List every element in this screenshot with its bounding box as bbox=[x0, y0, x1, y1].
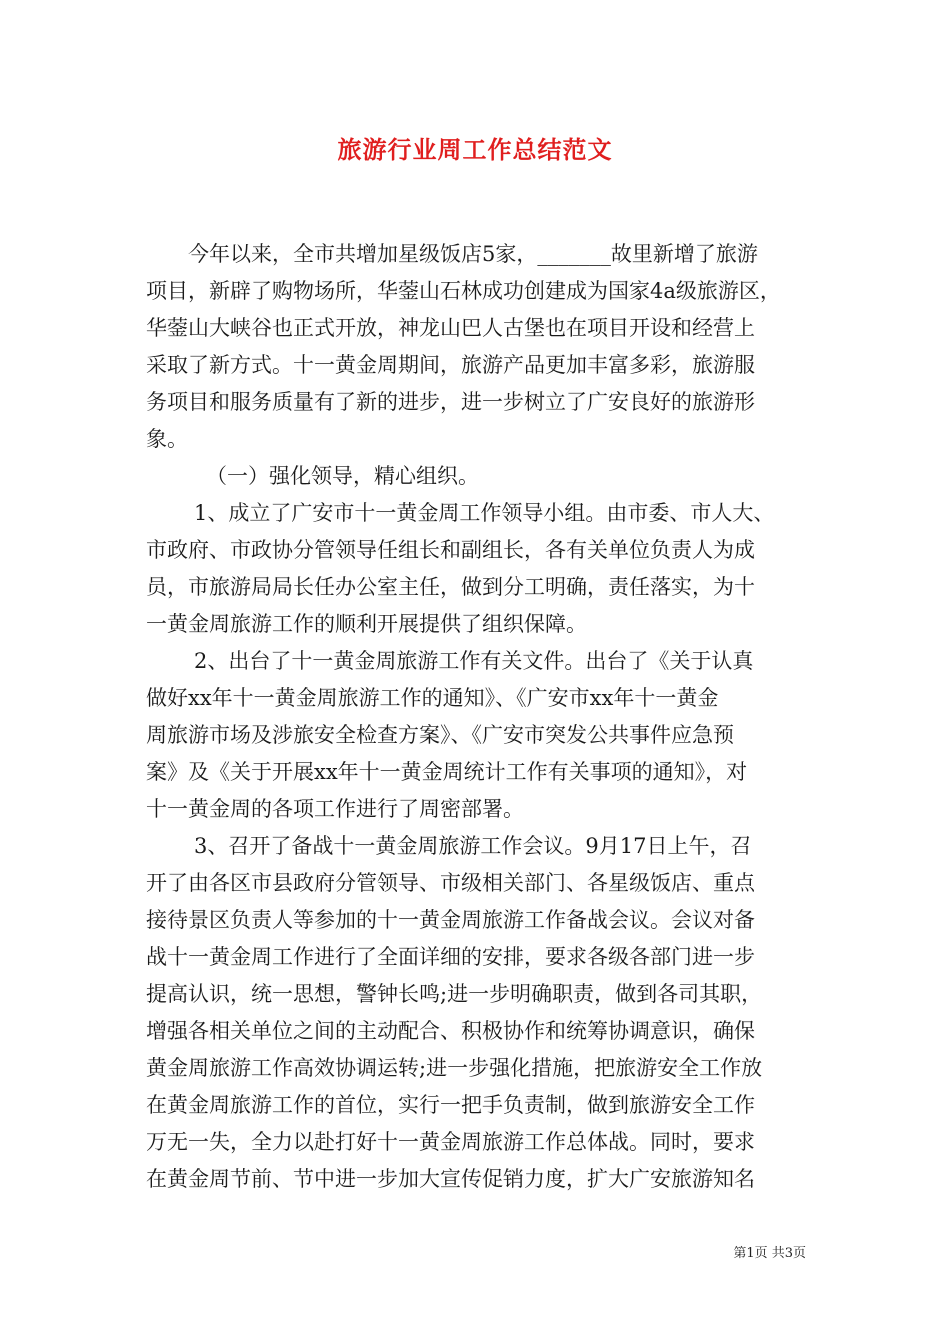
text-line: 接待景区负责人等参加的十一黄金周旅游工作备战会议。会议对备 bbox=[146, 908, 755, 932]
document-title: 旅游行业周工作总结范文 bbox=[337, 136, 613, 164]
text-line: 开了由各区市县政府分管领导、市级相关部门、各星级饭店、重点 bbox=[146, 871, 755, 895]
text-line: 战十一黄金周工作进行了全面详细的安排，要求各级各部门进一步 bbox=[146, 945, 755, 969]
text-line: 一黄金周旅游工作的顺利开展提供了组织保障。 bbox=[146, 612, 587, 636]
text-line: 象。 bbox=[146, 427, 188, 451]
text-line: 在黄金周节前、节中进一步加大宣传促销力度，扩大广安旅游知名 bbox=[146, 1167, 755, 1191]
document-body bbox=[146, 236, 806, 1198]
text-line: 提高认识，统一思想，警钟长鸣;进一步明确职责，做到各司其职， bbox=[146, 982, 763, 1006]
text-line: 3、召开了备战十一黄金周旅游工作会议。9月17日上午，召 bbox=[194, 834, 752, 858]
text-line: 采取了新方式。十一黄金周期间，旅游产品更加丰富多彩，旅游服 bbox=[146, 353, 755, 377]
section-heading: （一）强化领导，精心组织。 bbox=[206, 464, 479, 488]
text-line: 项目，新辟了购物场所，华蓥山石林成功创建成为国家4a级旅游区， bbox=[146, 279, 781, 303]
text-line: 务项目和服务质量有了新的进步，进一步树立了广安良好的旅游形 bbox=[146, 390, 755, 414]
text-line: 市政府、市政协分管领导任组长和副组长，各有关单位负责人为成 bbox=[146, 538, 755, 562]
text-line: 增强各相关单位之间的主动配合、积极协作和统筹协调意识，确保 bbox=[146, 1019, 755, 1043]
text-line: 做好xx年十一黄金周旅游工作的通知》、《广安市xx年十一黄金 bbox=[146, 686, 719, 710]
text-line: 在黄金周旅游工作的首位，实行一把手负责制，做到旅游安全工作 bbox=[146, 1093, 755, 1117]
text-line: 2、出台了十一黄金周旅游工作有关文件。出台了《关于认真 bbox=[194, 649, 754, 673]
page-number-footer: 第1页 共3页 bbox=[733, 1246, 806, 1261]
text-line: 案》及《关于开展xx年十一黄金周统计工作有关事项的通知》，对 bbox=[146, 760, 748, 784]
text-line: 今年以来，全市共增加星级饭店5家，_______故里新增了旅游 bbox=[188, 242, 758, 266]
text-line: 员，市旅游局局长任办公室主任，做到分工明确，责任落实，为十 bbox=[146, 575, 755, 599]
text-line: 万无一失，全力以赴打好十一黄金周旅游工作总体战。同时，要求 bbox=[146, 1130, 755, 1154]
text-line: 1、成立了广安市十一黄金周工作领导小组。由市委、市人大、 bbox=[194, 501, 775, 525]
text-line: 华蓥山大峡谷也正式开放，神龙山巴人古堡也在项目开设和经营上 bbox=[146, 316, 755, 340]
text-line: 黄金周旅游工作高效协调运转;进一步强化措施，把旅游安全工作放 bbox=[146, 1056, 763, 1080]
text-line: 十一黄金周的各项工作进行了周密部署。 bbox=[146, 797, 524, 821]
text-line: 周旅游市场及涉旅安全检查方案》、《广安市突发公共事件应急预 bbox=[146, 723, 734, 747]
